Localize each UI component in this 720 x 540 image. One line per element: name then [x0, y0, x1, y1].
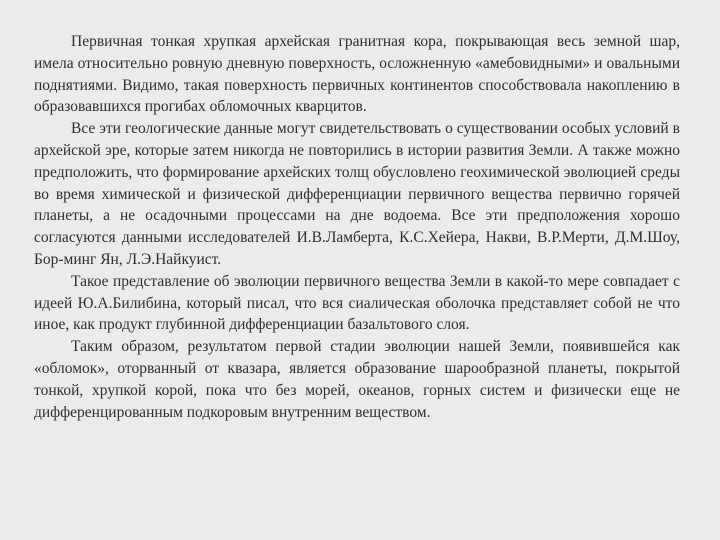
- paragraph-bilibin-idea: Такое представление об эволюции первичного вещества Земли в какой-то мере совпадает с идеей Ю.А.Билибина, который писал, что вся сиалическая оболочка представляет собой не что иное, как продукт глубинной дифференциации базальтового слоя.: [34, 272, 680, 334]
- paragraph-crust: Первичная тонкая хрупкая архейская гранитная кора, покрывающая весь земной шар, имела относительно ровную дневную поверхность, осложненную «амебовидными» и овальными поднятиями. Видимо, такая поверхность первичных континентов способствовала накоплению в образовавшихся прогибах обломочных кварцитов.: [34, 33, 680, 116]
- paragraph-geologic-data: Все эти геологические данные могут свидетельствовать о существовании особых условий в архейской эре, которые затем никогда не повторились в истории развития Земли. А также можно предположить, что формирование архейских толщ обусловлено геохимической эволюцией среды во время химической и физической дифференциации первичного вещества первично горячей планеты, а не осадочными процессами на дне водоема. Все эти предположения хорошо согласуются данными исследователей И.В.Ламберта, К.С.Хейера, Накви, В.Р.Мерти, Д.М.Шоу, Бор-минг Ян, Л.Э.Найкуист.: [34, 120, 680, 268]
- paragraph-conclusion: Таким образом, результатом первой стадии эволюции нашей Земли, появившейся как «обломок», оторванный от квазара, является образование шарообразной планеты, покрытой тонкой, хрупкой корой, пока что без морей, океанов, горных систем и физически еще не дифференцированным подкоровым внутренним веществом.: [34, 338, 680, 421]
- document-body: [34, 31, 680, 423]
